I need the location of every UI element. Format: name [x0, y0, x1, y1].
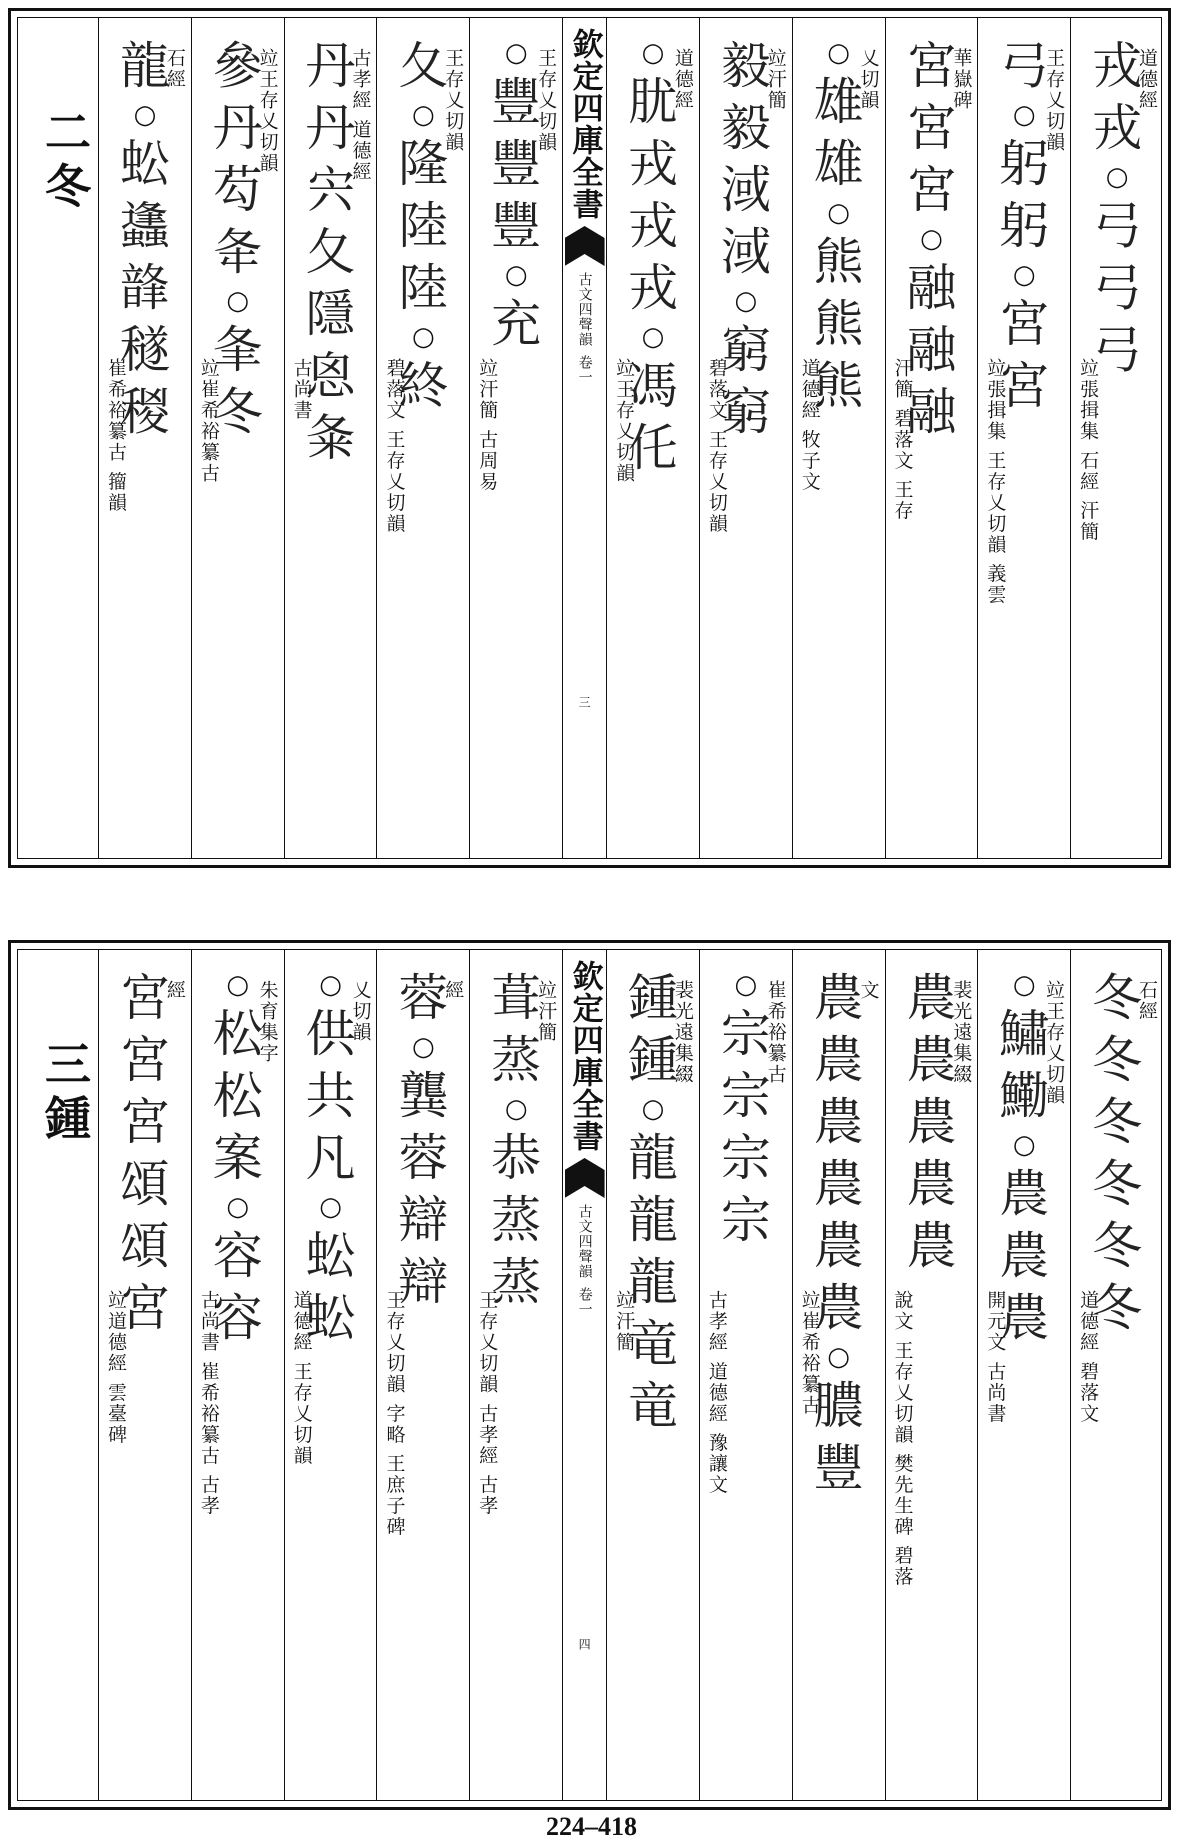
seal-glyph: 丹 [305, 99, 356, 157]
source-annotation: 道德經 [671, 48, 694, 111]
seal-glyph: 芶 [212, 161, 263, 219]
entry-column [1070, 18, 1163, 858]
source-annotation: 古孝經 道德經 豫讓文 [705, 1290, 728, 1496]
seal-glyph: 宮 [119, 969, 170, 1027]
seal-glyph: 宮 [906, 161, 957, 219]
source-annotation: 乂切韻 [349, 980, 372, 1043]
source-annotation: 石經 [163, 48, 186, 90]
seal-glyph: 毅 [720, 99, 771, 157]
source-annotation: 華嶽碑 [950, 48, 973, 111]
entry-marker: ○ [504, 1094, 528, 1124]
seal-glyph: 鱐 [999, 1005, 1050, 1063]
seal-glyph: 農 [999, 1165, 1050, 1223]
seal-glyph: 龍 [627, 1253, 678, 1311]
seal-glyph: 宮 [119, 1031, 170, 1089]
seal-glyph: 馮 [627, 357, 678, 415]
seal-glyph: 戎 [1092, 99, 1143, 157]
entry-column [98, 18, 191, 858]
seal-glyph: 弓 [1092, 321, 1143, 379]
entry-marker: ○ [734, 286, 758, 316]
center-fold-band [562, 18, 606, 858]
seal-glyph: 熊 [813, 295, 864, 353]
entry-column [977, 18, 1070, 858]
source-annotation: 道德經 王存乂切韻 [290, 1290, 313, 1467]
entry-marker: ○ [1012, 970, 1036, 1000]
seal-glyph: 穟 [119, 321, 170, 379]
source-annotation: 竝崔希裕纂古 [197, 358, 220, 484]
seal-glyph: 農 [906, 1093, 957, 1151]
seal-glyph: 農 [813, 1279, 864, 1337]
seal-glyph: 熊 [813, 233, 864, 291]
seal-glyph: 隱 [305, 285, 356, 343]
entry-column [885, 950, 978, 1800]
seal-glyph: 案 [212, 1129, 263, 1187]
entry-column [699, 18, 792, 858]
seal-glyph: 弓 [999, 37, 1050, 95]
seal-glyph: 夂 [398, 37, 449, 95]
seal-glyph: 弓 [1092, 259, 1143, 317]
seal-glyph: 葺 [491, 969, 542, 1027]
seal-glyph: 宍 [305, 161, 356, 219]
entry-marker: ○ [504, 38, 528, 68]
leaf-number: 三 [577, 696, 592, 708]
entry-column [606, 18, 699, 858]
seal-glyph: 窮 [720, 321, 771, 379]
seal-glyph: 夈 [305, 409, 356, 467]
seal-glyph: 豐 [491, 73, 542, 131]
glyph-stack [813, 970, 865, 1496]
source-annotation: 竝汗簡 [535, 980, 558, 1043]
source-annotation: 古尚書 崔希裕纂古 古孝 [197, 1290, 220, 1517]
rhyme-heading-column [18, 18, 98, 858]
source-annotation: 道德經 [1135, 48, 1158, 111]
seal-glyph: 冬 [212, 383, 263, 441]
seal-glyph: 蓉 [398, 969, 449, 1027]
entry-column [1070, 950, 1163, 1800]
seal-glyph: 容 [212, 1289, 263, 1347]
seal-glyph: 戎 [1092, 37, 1143, 95]
seal-glyph: 雄 [813, 73, 864, 131]
source-annotation: 竝道德經 雲臺碑 [105, 1290, 127, 1446]
seal-glyph: 蒸 [491, 1031, 542, 1089]
seal-glyph: 蚣 [305, 1227, 356, 1285]
top-page [8, 8, 1171, 868]
seal-glyph: 農 [813, 969, 864, 1027]
source-annotation: 乂切韻 [857, 48, 880, 111]
seal-glyph: 窮 [720, 383, 771, 441]
entry-marker: ○ [412, 1032, 435, 1062]
seal-glyph: 仛 [627, 419, 678, 477]
entry-column [191, 950, 284, 1800]
entry-column [606, 950, 699, 1800]
seal-glyph: 蠭 [119, 197, 170, 255]
entry-marker: ○ [319, 970, 342, 1000]
seal-glyph: 恭 [491, 1129, 542, 1187]
seal-glyph: 充 [491, 295, 542, 353]
seal-glyph: 農 [813, 1217, 864, 1275]
seal-glyph: 竜 [627, 1377, 678, 1435]
seal-glyph: 豐 [491, 135, 542, 193]
top-page-frame [17, 17, 1162, 859]
seal-glyph: 農 [813, 1155, 864, 1213]
seal-glyph: 冬 [1092, 1217, 1143, 1275]
seal-glyph: 丹 [305, 37, 356, 95]
source-annotation: 王存乂切韻 [1043, 48, 1066, 153]
seal-glyph: 龍 [119, 37, 170, 95]
source-annotation: 竝汗簡 古周易 [476, 358, 499, 493]
source-annotation: 文 [857, 980, 880, 1001]
seal-glyph: 農 [813, 1031, 864, 1089]
entry-column [792, 950, 885, 1800]
seal-glyph: 龍 [627, 1191, 678, 1249]
entry-marker: ○ [133, 100, 157, 130]
entry-column [469, 950, 562, 1800]
seal-glyph: 膿 [813, 1377, 864, 1435]
book-title: 欽定四庫全書 [566, 960, 603, 1152]
seal-glyph: 農 [906, 1031, 957, 1089]
entry-marker: ○ [827, 38, 850, 68]
entry-marker: ○ [226, 970, 250, 1000]
source-annotation: 朱育集字 [256, 980, 279, 1064]
entry-marker: ○ [1012, 260, 1036, 290]
bottom-page-frame [17, 949, 1162, 1801]
volume-label: 卷一 [576, 355, 593, 385]
seal-glyph: 竜 [627, 1315, 678, 1373]
seal-glyph: 頌 [119, 1155, 170, 1213]
seal-glyph: 宗 [720, 1005, 771, 1063]
source-annotation: 竝張揖集 王存乂切韻 義雲 [984, 358, 1007, 606]
source-annotation: 道德經 碧落文 [1077, 1290, 1100, 1425]
seal-glyph: 辯 [398, 1253, 449, 1311]
source-annotation: 石經 [1135, 980, 1158, 1022]
seal-glyph: 冬 [1092, 1031, 1143, 1089]
source-annotation: 經 [163, 980, 186, 1001]
seal-glyph: 雄 [813, 135, 864, 193]
seal-glyph: 鰳 [999, 1067, 1050, 1125]
entry-marker: ○ [827, 198, 850, 228]
seal-glyph: 農 [999, 1227, 1050, 1285]
rhyme-heading-column [18, 950, 98, 1800]
entry-column [284, 18, 377, 858]
seal-glyph: 戎 [627, 135, 678, 193]
rhyme-heading: 三鍾 [38, 1040, 92, 1148]
seal-glyph: 陸 [398, 197, 449, 255]
entry-marker: ○ [641, 1094, 665, 1124]
leaf-number: 四 [577, 1638, 592, 1650]
center-fold-band [562, 950, 606, 1800]
bottom-page [8, 940, 1171, 1810]
entry-marker: ○ [412, 100, 435, 130]
seal-glyph: 弓 [1092, 197, 1143, 255]
book-title: 欽定四庫全書 [566, 28, 603, 220]
seal-glyph: 夆 [212, 321, 263, 379]
entry-marker: ○ [226, 286, 250, 316]
page-number-footer: 224–418 [546, 1812, 637, 1841]
entry-marker: ○ [1012, 100, 1036, 130]
entry-column [376, 18, 469, 858]
source-annotation: 碧落文 王存乂切韻 [705, 358, 728, 535]
source-annotation: 竝王存乂切韻 [1043, 980, 1066, 1106]
rhyme-heading: 二冬 [38, 108, 92, 216]
seal-glyph: 龍 [627, 1129, 678, 1187]
seal-glyph: 宗 [720, 1191, 771, 1249]
seal-glyph: 戎 [627, 259, 678, 317]
entry-column [469, 18, 562, 858]
entry-marker: ○ [1105, 162, 1129, 192]
seal-glyph: 熊 [813, 357, 864, 415]
entry-column [284, 950, 377, 1800]
seal-glyph: 陸 [398, 259, 449, 317]
seal-glyph: 農 [906, 1217, 957, 1275]
entry-marker: ○ [641, 38, 665, 68]
seal-glyph: 宮 [119, 1279, 170, 1337]
entry-column [98, 950, 191, 1800]
seal-glyph: 松 [212, 1067, 263, 1125]
seal-glyph: 宮 [999, 295, 1050, 353]
seal-glyph: 蓉 [398, 1129, 449, 1187]
seal-glyph: 冬 [1092, 1155, 1143, 1213]
seal-glyph: 容 [212, 1227, 263, 1285]
fishtail-mark [565, 1158, 605, 1198]
source-annotation: 說文 王存乂切韻 樊先生碑 碧落 [891, 1290, 914, 1588]
seal-glyph: 參 [212, 37, 263, 95]
seal-glyph: 冬 [1092, 1093, 1143, 1151]
book-subtitle: 古文四聲韻 [576, 1204, 593, 1279]
seal-glyph: 共 [305, 1067, 356, 1125]
seal-glyph: 冬 [1092, 969, 1143, 1027]
source-annotation: 王存乂切韻 字略 王庶子碑 [383, 1290, 406, 1538]
entry-marker: ○ [319, 1192, 342, 1222]
seal-glyph: 躬 [999, 197, 1050, 255]
seal-glyph: 龔 [398, 1067, 449, 1125]
source-annotation: 碧落文 王存乂切韻 [383, 358, 406, 535]
seal-glyph: 宮 [119, 1093, 170, 1151]
seal-glyph: 冬 [1092, 1279, 1143, 1337]
entry-column [699, 950, 792, 1800]
source-annotation: 道德經 牧子文 [798, 358, 821, 493]
seal-glyph: 丹 [212, 99, 263, 157]
seal-glyph: 宗 [720, 1067, 771, 1125]
seal-glyph: 蚣 [119, 135, 170, 193]
seal-glyph: 蚣 [305, 1289, 356, 1347]
entry-column [376, 950, 469, 1800]
source-annotation: 竝汗簡 [764, 48, 787, 111]
seal-glyph: 豐 [491, 197, 542, 255]
seal-glyph: 宮 [906, 37, 957, 95]
entry-marker: ○ [1012, 1130, 1036, 1160]
source-annotation: 王存乂切韻 [442, 48, 465, 153]
entry-marker: ○ [734, 970, 758, 1000]
entry-marker: ○ [226, 1192, 250, 1222]
book-subtitle: 古文四聲韻 [576, 272, 593, 347]
source-annotation: 竝王存乂切韻 [256, 48, 279, 174]
seal-glyph: 躬 [999, 135, 1050, 193]
glyph-stack [397, 970, 449, 1310]
seal-glyph: 宗 [720, 1129, 771, 1187]
source-annotation: 裴光遠集綴 [671, 980, 694, 1085]
seal-glyph: 夅 [212, 223, 263, 281]
entry-marker: ○ [827, 1342, 850, 1372]
seal-glyph: 毅 [720, 37, 771, 95]
source-annotation: 竝張揖集 石經 汗簡 [1077, 358, 1100, 543]
entry-marker: ○ [504, 260, 528, 290]
seal-glyph: 蒸 [491, 1191, 542, 1249]
entry-marker: ○ [920, 224, 943, 254]
seal-glyph: 頌 [119, 1217, 170, 1275]
source-annotation: 崔希裕纂古 籀韻 [105, 358, 127, 514]
seal-glyph: 融 [906, 383, 957, 441]
source-annotation: 王存乂切韻 古孝經 古孝 [476, 1290, 499, 1517]
source-annotation: 竝汗簡 [613, 1290, 636, 1353]
source-annotation: 裴光遠集綴 [950, 980, 973, 1085]
entry-column [977, 950, 1070, 1800]
glyph-stack [119, 970, 171, 1336]
source-annotation: 竝崔希裕纂古 [798, 1290, 821, 1416]
volume-label: 卷一 [576, 1287, 593, 1317]
seal-glyph: 鍾 [627, 969, 678, 1027]
seal-glyph: 豐 [813, 1439, 864, 1497]
seal-glyph: 農 [999, 1289, 1050, 1347]
seal-glyph: 農 [813, 1093, 864, 1151]
seal-glyph: 融 [906, 259, 957, 317]
seal-glyph: 淢 [720, 161, 771, 219]
seal-glyph: 融 [906, 321, 957, 379]
source-annotation: 古尚書 [290, 358, 313, 421]
seal-glyph: 淢 [720, 223, 771, 281]
seal-glyph: 辯 [398, 1191, 449, 1249]
seal-glyph: 農 [906, 969, 957, 1027]
entry-marker: ○ [412, 322, 435, 352]
entry-column [191, 18, 284, 858]
seal-glyph: 肬 [627, 73, 678, 131]
seal-glyph: 夂 [305, 223, 356, 281]
seal-glyph: 松 [212, 1005, 263, 1063]
source-annotation: 竝王存乂切韻 [613, 358, 636, 484]
seal-glyph: 稯 [119, 383, 170, 441]
source-annotation: 古孝經 道德經 [349, 48, 372, 183]
seal-glyph: 終 [398, 357, 449, 415]
source-annotation: 經 [442, 980, 465, 1001]
source-annotation: 開元文 古尚書 [984, 1290, 1007, 1425]
seal-glyph: 鍾 [627, 1031, 678, 1089]
seal-glyph: 隆 [398, 135, 449, 193]
glyph-stack [1091, 970, 1143, 1336]
entry-column [792, 18, 885, 858]
seal-glyph: 韸 [119, 259, 170, 317]
seal-glyph: 蒸 [491, 1253, 542, 1311]
source-annotation: 崔希裕纂古 [764, 980, 787, 1085]
seal-glyph: 宮 [906, 99, 957, 157]
seal-glyph: 凡 [305, 1129, 356, 1187]
source-annotation: 王存乂切韻 [535, 48, 558, 153]
entry-marker: ○ [641, 322, 665, 352]
seal-glyph: 農 [906, 1155, 957, 1213]
source-annotation: 汗簡 碧落文 王存 [891, 358, 914, 522]
seal-glyph: 恖 [305, 347, 356, 405]
seal-glyph: 供 [305, 1005, 356, 1063]
entry-column [885, 18, 978, 858]
seal-glyph: 戎 [627, 197, 678, 255]
fishtail-mark [565, 226, 605, 266]
seal-glyph: 宮 [999, 357, 1050, 415]
